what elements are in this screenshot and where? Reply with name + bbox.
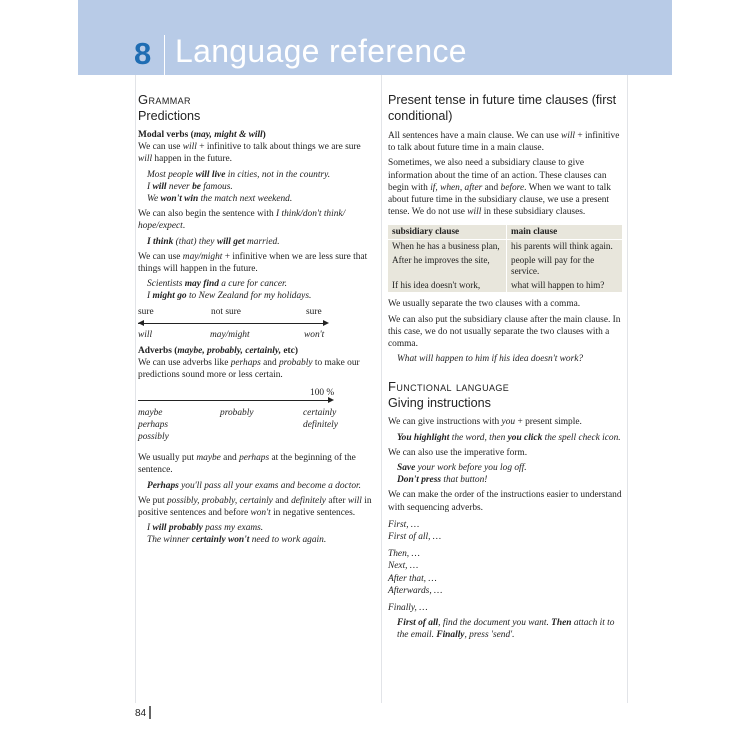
text-run: ) <box>262 130 266 140</box>
text-run: in these subsidiary clauses. <box>481 207 586 218</box>
text-run: to make our predictions sound more or less certain. <box>138 357 360 381</box>
text-run: after <box>325 495 348 506</box>
text-run: . <box>182 221 186 232</box>
text-run: and <box>220 453 240 464</box>
text-run: and <box>482 182 501 193</box>
text-run: We can use <box>138 251 183 262</box>
text-run: Modal verbs ( <box>138 130 194 140</box>
adverb-certainty-scale <box>138 387 374 449</box>
text-run: and <box>272 495 292 506</box>
paragraph <box>138 251 374 275</box>
text-run: definitely <box>291 495 326 506</box>
text-run: We <box>147 194 161 205</box>
text-run: + infinitive to talk about things we are sure <box>196 142 361 153</box>
page-title: Language reference <box>175 33 467 69</box>
page-number-bar <box>149 706 151 719</box>
paragraph <box>388 157 622 218</box>
example-group <box>138 278 374 302</box>
text-run: + infinitive when we are less sure that things will happen in the future. <box>138 251 368 275</box>
text-run: probably <box>278 357 313 368</box>
text-run: + infinitive to talk about future time in a main clause. <box>388 131 620 154</box>
text-run: We usually separate the two clauses with a comma. <box>388 299 581 310</box>
text-run: perhaps <box>230 357 261 368</box>
clause-table <box>388 225 622 292</box>
text-run: I <box>147 523 153 534</box>
list-item: First, … <box>388 519 420 530</box>
text-run: I think/don't think/ hope/expect <box>138 209 346 232</box>
text-run: We usually put <box>138 453 197 464</box>
text-run: you click <box>507 432 543 443</box>
certainty-scale <box>138 306 374 342</box>
list-item: After that, … <box>388 573 437 584</box>
example-group <box>388 462 622 486</box>
text-run: I <box>147 291 153 302</box>
text-run: . When we want to talk about future time in the subsidiary clause, we use a present tense. We do not use <box>388 182 611 218</box>
text-run: possibly, probably, certainly <box>166 495 273 506</box>
text-run: will get <box>216 236 245 247</box>
text-run: won't <box>250 508 271 519</box>
list-item: Next, … <box>388 561 419 572</box>
text-run: never <box>166 181 193 192</box>
left-column-rule <box>135 75 136 703</box>
text-run: , find the document you want. <box>438 618 552 629</box>
text-run: We can use <box>138 142 183 153</box>
text-run: may find <box>184 279 219 290</box>
text-run: may/might <box>182 251 223 262</box>
arrow-right-icon <box>323 320 329 326</box>
list-item: Finally, … <box>388 603 428 614</box>
right-column-rule <box>627 75 628 703</box>
text-run: will probably <box>152 523 203 534</box>
table-row <box>388 279 622 293</box>
text-run: We can also put the subsidiary clause after the main clause. In this case, we do not usually separate the two clauses with a comma. <box>388 314 621 349</box>
arrow-right-icon <box>328 397 334 403</box>
grammar-column <box>138 92 374 547</box>
text-run: Finally <box>436 630 465 641</box>
example-sentence <box>147 278 374 290</box>
paragraph <box>138 357 374 381</box>
table-row <box>388 254 622 279</box>
text-run: All sentences have a main clause. We can use <box>388 131 561 141</box>
example-sentence <box>147 480 374 492</box>
text-run: might go <box>152 291 187 302</box>
text-run: We can give instructions with <box>388 417 502 428</box>
text-run: First of all <box>397 618 439 629</box>
example-sentence <box>397 617 622 641</box>
column-header: subsidiary clause <box>388 225 507 239</box>
text-run: + present simple. <box>515 417 582 428</box>
example-sentence <box>147 236 374 248</box>
text-run: , press 'send'. <box>464 630 515 641</box>
paragraph <box>138 345 374 357</box>
text-run: married. <box>244 236 280 247</box>
text-run: if, when, after <box>430 182 483 193</box>
paragraph <box>388 447 622 459</box>
text-run: perhaps <box>239 453 270 464</box>
example-sentence <box>397 432 622 444</box>
text-run: in negative sentences. <box>270 508 356 519</box>
scale-bottom-label: will <box>138 329 153 340</box>
table-cell: After he improves the site, <box>388 254 507 279</box>
section-label: Grammar <box>138 92 191 107</box>
table-cell: his parents will think again. <box>511 241 613 252</box>
text-run: a cure for cancer. <box>218 279 288 290</box>
example-sentence <box>147 290 374 302</box>
text-run: What will happen to him if his idea doesn't work? <box>397 354 584 365</box>
section-title: Predictions <box>138 109 201 123</box>
text-run: at the beginning of the sentence. <box>138 453 356 476</box>
scale-top-label: sure <box>138 306 154 317</box>
example-group <box>388 432 622 444</box>
sequencing-list <box>388 602 622 614</box>
arrow-left-icon <box>138 320 144 326</box>
text-run: Sometimes, we also need a subsidiary clause to give information about the time of an action. These clauses can begin with <box>388 158 607 193</box>
example-sentence <box>147 181 374 193</box>
text-run: will <box>467 207 482 218</box>
table-row <box>388 240 622 254</box>
text-run: will <box>152 181 167 192</box>
paragraph <box>138 208 374 232</box>
chapter-divider <box>164 35 165 75</box>
text-run: (that) they <box>173 236 217 247</box>
paragraph <box>138 129 374 141</box>
text-run: will <box>138 154 153 165</box>
paragraph <box>388 489 622 513</box>
chapter-number: 8 <box>134 36 152 71</box>
text-run: may, might & will <box>193 130 263 140</box>
text-run: you'll pass all your exams and become a doctor. <box>178 480 361 491</box>
scale-adverb: possibly <box>138 432 169 443</box>
text-run: We can use adverbs like <box>138 357 231 368</box>
text-run: Perhaps <box>147 480 179 491</box>
scale-adverb: perhaps <box>138 420 169 431</box>
text-run: Save <box>397 463 416 474</box>
text-run: will <box>182 142 197 153</box>
text-run: I <box>147 181 153 192</box>
text-run: certainly won't <box>191 535 250 546</box>
example-group <box>138 169 374 206</box>
text-run: that button! <box>441 475 488 486</box>
scale-adverb: certainly <box>303 408 337 419</box>
text-run: We can also begin the sentence with <box>138 209 276 220</box>
scale-bottom-label: may/might <box>210 329 250 340</box>
text-run: Most people <box>147 169 196 180</box>
text-run: maybe, probably, certainly, <box>177 345 282 356</box>
text-run: maybe <box>196 453 221 464</box>
text-run: etc) <box>281 345 298 356</box>
arrow-line <box>138 400 330 401</box>
table-cell: When he has a business plan, <box>388 240 507 254</box>
scale-adverb: definitely <box>303 420 338 431</box>
paragraph <box>388 314 622 351</box>
text-run: Then <box>551 618 572 629</box>
text-run: pass my exams. <box>202 523 264 534</box>
paragraph <box>388 298 622 310</box>
text-run: will <box>347 495 362 506</box>
example-group <box>388 617 622 641</box>
paragraph <box>388 130 622 154</box>
sequencing-list <box>388 519 622 543</box>
scale-bottom-label: won't <box>304 329 325 340</box>
reference-column <box>388 92 622 642</box>
list-item: Afterwards, … <box>388 585 443 596</box>
section-heading: Present tense in future time clauses (first conditional) <box>388 93 617 123</box>
text-run: to New Zealand for my holidays. <box>186 291 312 302</box>
text-run: will <box>560 131 576 141</box>
text-run: be <box>192 181 201 192</box>
example-sentence <box>147 169 374 181</box>
text-run: before <box>500 182 525 193</box>
list-item: First of all, … <box>388 532 442 543</box>
section-label: Functional language <box>388 379 510 395</box>
text-run: you <box>501 417 516 428</box>
scale-end-label: 100 % <box>310 388 335 399</box>
text-run: need to work again. <box>249 535 327 546</box>
text-run: attach it to the email. <box>397 618 615 641</box>
paragraph <box>138 141 374 165</box>
example-group <box>388 353 622 365</box>
text-run: will live <box>195 169 226 180</box>
text-run: won't win <box>160 194 199 205</box>
text-run: Scientists <box>147 279 185 290</box>
example-sentence <box>397 474 622 486</box>
scale-adverb: maybe <box>138 408 163 419</box>
text-run: and <box>260 357 279 368</box>
table-cell: people will pay for the service. <box>511 254 595 277</box>
table-cell: If his idea doesn't work, <box>388 279 507 293</box>
example-sentence <box>397 462 622 474</box>
example-group <box>138 480 374 492</box>
paragraph <box>138 452 374 476</box>
double-arrow-line <box>138 323 326 324</box>
text-run: in cities, not in the country. <box>225 169 331 180</box>
sequencing-list <box>388 548 622 597</box>
text-run: We put <box>138 495 167 506</box>
text-run: I think <box>147 236 174 247</box>
table-cell: what will happen to him? <box>511 279 605 290</box>
text-run: happen in the future. <box>152 154 232 165</box>
scale-adverb: probably <box>220 408 254 419</box>
scale-top-label: sure <box>306 306 322 317</box>
scale-top-label: not sure <box>211 306 241 317</box>
text-run: We can also use the imperative form. <box>388 447 528 458</box>
text-run: You highlight <box>397 432 450 443</box>
example-sentence <box>147 193 374 205</box>
example-group <box>138 236 374 248</box>
text-run: your work before you log off. <box>415 463 527 474</box>
text-run: famous. <box>200 181 233 192</box>
text-run: the word, then <box>449 432 508 443</box>
column-header: main clause <box>507 225 623 239</box>
list-item: Then, … <box>388 549 420 560</box>
section-title: Giving instructions <box>388 396 491 411</box>
table-header-row <box>388 225 622 239</box>
paragraph <box>138 495 374 519</box>
example-group <box>138 522 374 546</box>
text-run: in positive sentences and before <box>138 495 372 519</box>
page-number: 84 <box>135 708 147 719</box>
example-sentence <box>147 522 374 534</box>
example-sentence <box>147 534 374 546</box>
text-run: Don't press <box>397 475 442 486</box>
text-run: the spell check icon. <box>542 432 621 443</box>
text-run: The winner <box>147 535 192 546</box>
text-run: the match next weekend. <box>198 194 293 205</box>
text-run: Adverbs ( <box>138 345 178 356</box>
text-run: We can make the order of the instructions easier to understand with sequencing adverbs. <box>388 490 622 513</box>
center-column-rule <box>381 75 382 703</box>
example-sentence <box>397 353 622 365</box>
paragraph <box>388 416 622 428</box>
